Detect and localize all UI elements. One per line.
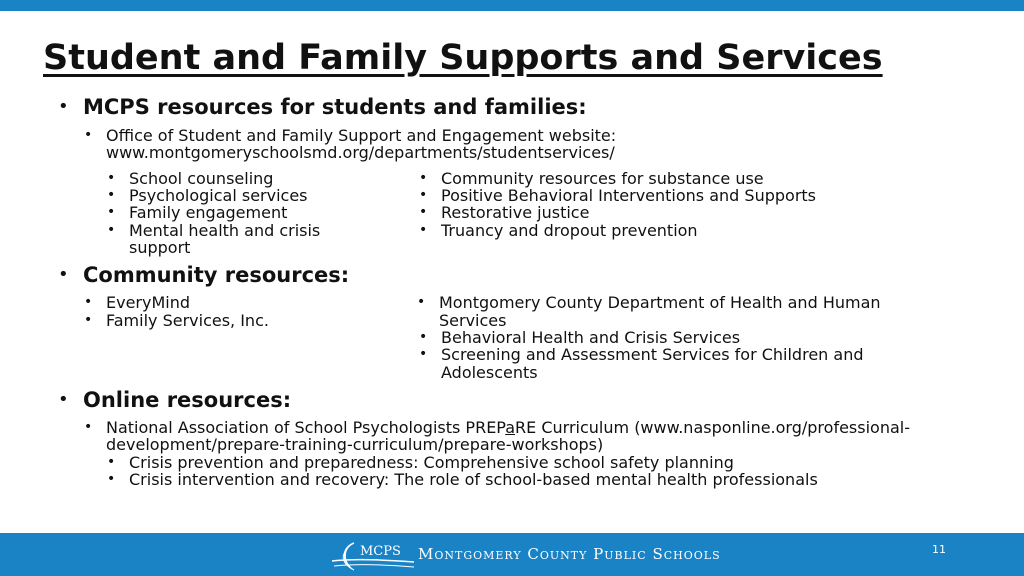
bullet-community: •	[58, 264, 69, 285]
bullet-list: •	[107, 187, 116, 203]
mcps-logo	[330, 537, 418, 573]
bullet-office: •	[84, 127, 93, 143]
community-sub-item: Screening and Assessment Services for Children and	[441, 345, 864, 364]
online-sub-item: Crisis prevention and preparedness: Comprehensive school safety planning	[129, 453, 734, 472]
bullet-list: •	[419, 329, 428, 345]
nasp-line-1	[106, 419, 910, 436]
top-accent-bar	[0, 0, 1024, 11]
page-number: 11	[932, 543, 946, 556]
bullet-list: •	[84, 419, 93, 435]
nasp-line-1-start: National Association of School Psychologists PREP	[106, 418, 506, 437]
nasp-underlined-letter: a	[505, 418, 516, 437]
bullet-list: •	[419, 204, 428, 220]
community-sub-item-continued: Adolescents	[441, 363, 538, 382]
bullet-list: •	[419, 187, 428, 203]
mcps-left-item: Psychological services	[129, 186, 308, 205]
mcps-heading: MCPS resources for students and families:	[83, 95, 587, 119]
mcps-left-item: School counseling	[129, 169, 274, 188]
office-website-link[interactable]: www.montgomeryschoolsmd.org/departments/studentservices/	[106, 143, 615, 162]
online-heading: Online resources:	[83, 388, 292, 412]
slide-title: Student and Family Supports and Services	[43, 38, 883, 78]
bullet-online: •	[58, 389, 69, 410]
community-right-line-1: Montgomery County Department of Health and Human	[439, 293, 881, 312]
bullet-list: •	[107, 471, 116, 487]
footer-bar	[0, 533, 1024, 576]
community-right-line-2: Services	[439, 311, 507, 330]
community-left-item: Family Services, Inc.	[106, 311, 269, 330]
nasp-line-2: development/prepare-training-curriculum/prepare-workshops)	[106, 435, 604, 454]
bullet-list: •	[84, 312, 93, 328]
mcps-left-item: Family engagement	[129, 203, 288, 222]
bullet-list: •	[419, 170, 428, 186]
mcps-right-item: Positive Behavioral Interventions and Supports	[441, 186, 816, 205]
bullet-mcps: •	[58, 96, 69, 117]
logo-text: MCPS	[360, 544, 401, 559]
mcps-left-item-continued: support	[129, 238, 191, 257]
mcps-left-item: Mental health and crisis	[129, 221, 321, 240]
online-sub-item: Crisis intervention and recovery: The role of school-based mental health professionals	[129, 470, 818, 489]
community-sub-item: Behavioral Health and Crisis Services	[441, 328, 741, 347]
bullet-list: •	[107, 222, 116, 238]
bullet-list: •	[107, 170, 116, 186]
mcps-right-item: Truancy and dropout prevention	[441, 221, 698, 240]
mcps-right-item: Restorative justice	[441, 203, 590, 222]
bullet-list: •	[419, 346, 428, 362]
bullet-list: •	[417, 294, 426, 310]
office-line-1: Office of Student and Family Support and Engagement website:	[106, 126, 617, 145]
organization-name: Montgomery County Public Schools	[418, 545, 721, 563]
bullet-list: •	[107, 204, 116, 220]
mcps-right-item: Community resources for substance use	[441, 169, 764, 188]
community-heading: Community resources:	[83, 263, 350, 287]
bullet-list: •	[84, 294, 93, 310]
nasp-line-1-end: RE Curriculum (www.nasponline.org/professional-	[515, 418, 910, 437]
community-left-item: EveryMind	[106, 293, 191, 312]
bullet-list: •	[419, 222, 428, 238]
bullet-list: •	[107, 454, 116, 470]
